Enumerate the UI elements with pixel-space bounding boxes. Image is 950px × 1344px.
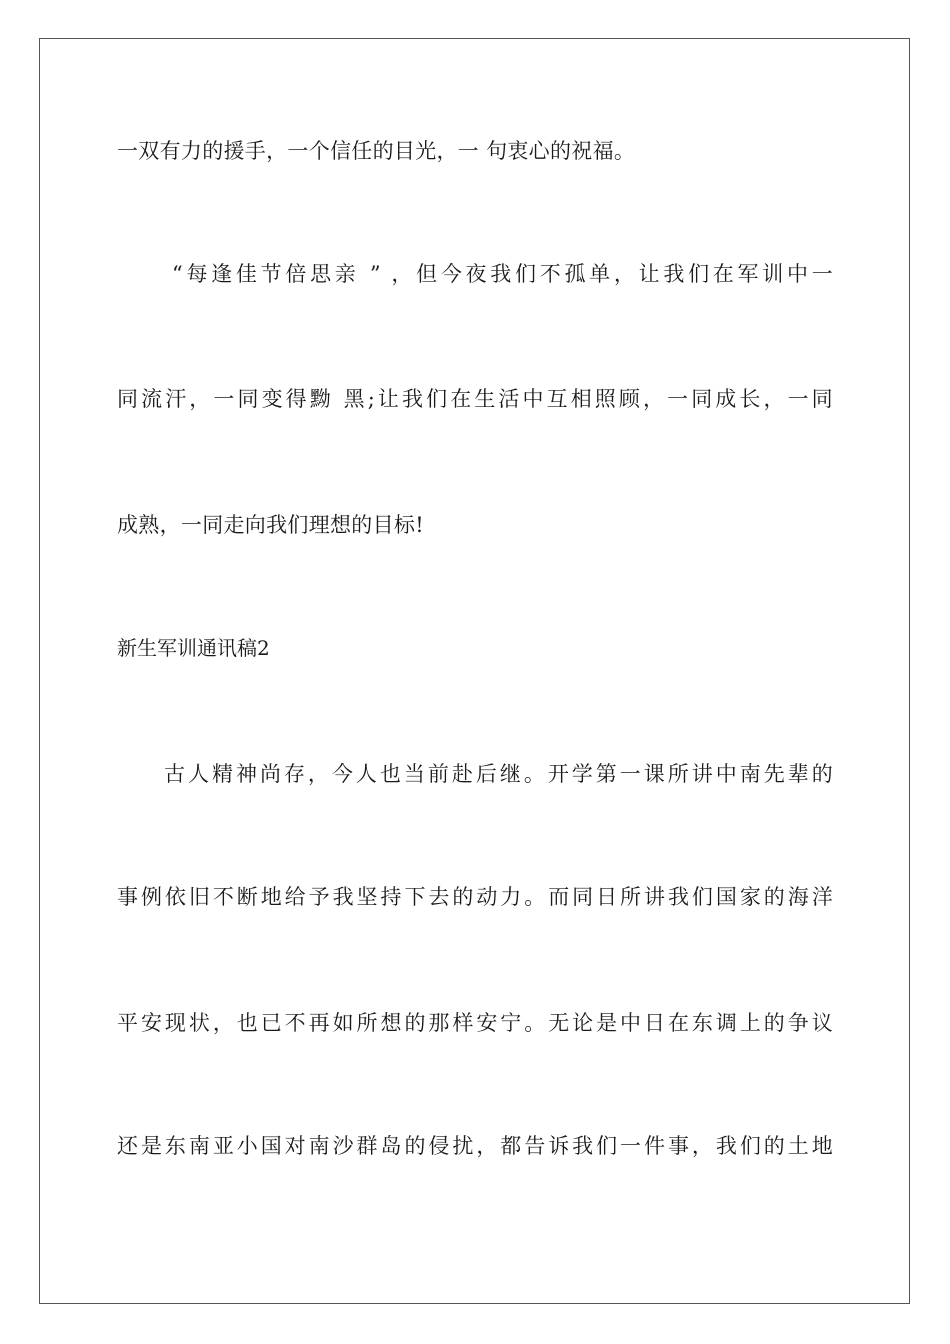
section-heading: 新生军训通讯稿2 bbox=[117, 636, 270, 660]
page-frame bbox=[39, 38, 910, 1304]
paragraph-line: 平安现状，也已不再如所想的那样安宁。无论是中日在东调上的争议 bbox=[117, 1011, 833, 1035]
paragraph-line: 古人精神尚存，今人也当前赴后继。开学第一课所讲中南先辈的 bbox=[164, 762, 833, 786]
paragraph-line: 事例依旧不断地给予我坚持下去的动力。而同日所讲我们国家的海洋 bbox=[117, 885, 833, 909]
paragraph-line: “每逢佳节倍思亲 ” ，但今夜我们不孤单，让我们在军训中一 bbox=[172, 262, 833, 286]
paragraph-line: 成熟，一同走向我们理想的目标! bbox=[117, 513, 424, 537]
paragraph-line: 还是东南亚小国对南沙群岛的侵扰，都告诉我们一件事，我们的土地 bbox=[117, 1134, 833, 1158]
paragraph-line: 同流汗，一同变得黝 黑;让我们在生活中互相照顾，一同成长，一同 bbox=[117, 387, 833, 411]
paragraph-line: 一双有力的援手，一个信任的目光，一 句衷心的祝福。 bbox=[117, 139, 636, 163]
